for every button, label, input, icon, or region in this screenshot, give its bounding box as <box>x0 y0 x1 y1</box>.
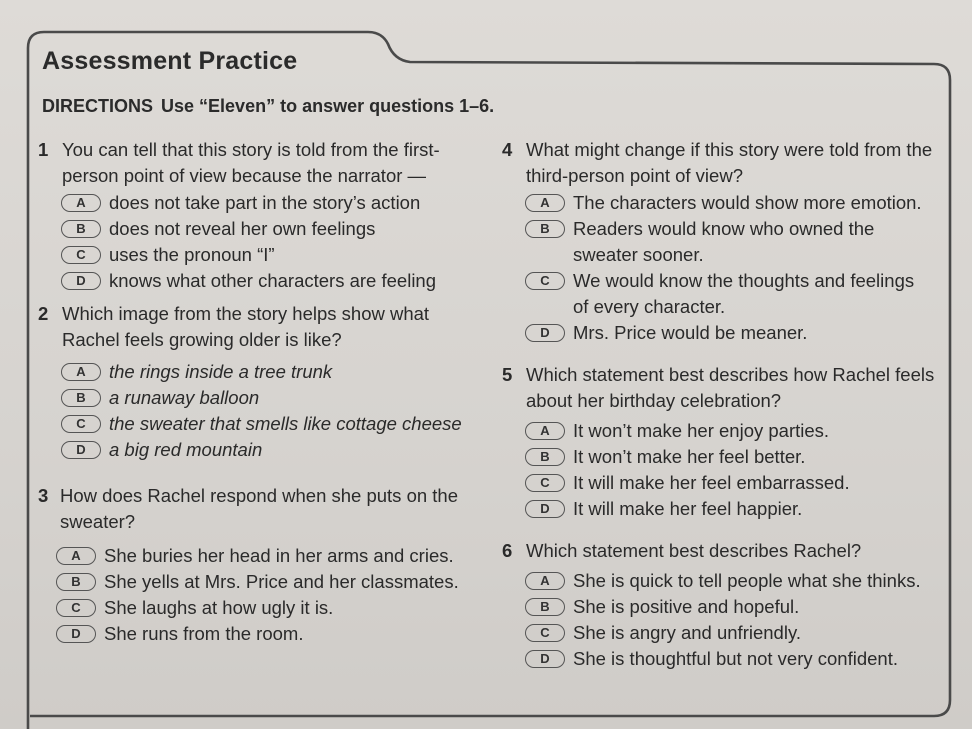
answer-text: the rings inside a tree trunk <box>109 361 333 382</box>
answer-bubble[interactable]: D <box>61 441 101 459</box>
answer-list <box>502 190 925 346</box>
answer-bubble[interactable]: C <box>61 246 101 264</box>
answer-text: She is positive and hopeful. <box>573 596 800 617</box>
answer-bubble[interactable]: A <box>61 363 101 381</box>
answer-text: It won’t make her enjoy parties. <box>573 420 830 441</box>
answer-text: She is angry and unfriendly. <box>573 622 801 643</box>
answer-bubble[interactable]: B <box>525 448 565 466</box>
right-column <box>502 137 942 679</box>
answer-option-b[interactable] <box>525 216 925 268</box>
answer-text: a big red mountain <box>109 439 263 460</box>
answer-option-a[interactable] <box>56 543 478 569</box>
question-number: 1 <box>38 139 49 160</box>
question-stem: What might change if this story were told from the third-person point of view? <box>526 139 933 186</box>
answer-text: She buries her head in her arms and cries. <box>104 545 454 566</box>
left-column <box>38 137 478 654</box>
question-number: 5 <box>502 364 513 385</box>
question-number: 4 <box>502 139 513 160</box>
question-stem: Which image from the story helps show what Rachel feels growing older is like? <box>62 303 430 350</box>
answer-bubble[interactable]: D <box>61 272 101 290</box>
question-number: 3 <box>38 485 49 506</box>
answer-text: uses the pronoun “I” <box>109 244 275 265</box>
answer-list <box>38 190 478 294</box>
answer-bubble[interactable]: C <box>525 624 565 642</box>
directions-text: Use “Eleven” to answer questions 1–6. <box>161 96 495 116</box>
answer-text: She runs from the room. <box>104 623 304 644</box>
answer-bubble[interactable]: D <box>525 500 565 518</box>
answer-text: the sweater that smells like cottage cheese <box>109 413 462 434</box>
answer-option-c[interactable] <box>525 620 942 646</box>
answer-option-a[interactable] <box>525 418 942 444</box>
page-title: Assessment Practice <box>42 47 298 75</box>
answer-bubble[interactable]: D <box>56 625 96 643</box>
answer-bubble[interactable]: C <box>525 272 565 290</box>
answer-text: We would know the thoughts and feelings of every character. <box>573 270 915 317</box>
answer-bubble[interactable]: C <box>61 415 101 433</box>
answer-option-c[interactable] <box>525 268 925 320</box>
answer-option-d[interactable] <box>525 496 942 522</box>
answer-text: Mrs. Price would be meaner. <box>573 322 808 343</box>
answer-option-a[interactable] <box>61 359 478 385</box>
answer-list <box>38 543 478 647</box>
answer-bubble[interactable]: C <box>56 599 96 617</box>
answer-option-c[interactable] <box>525 470 942 496</box>
answer-text: It won’t make her feel better. <box>573 446 806 467</box>
question-stem: You can tell that this story is told from the first-person point of view because the narrator — <box>62 139 440 186</box>
answer-bubble[interactable]: A <box>56 547 96 565</box>
answer-bubble[interactable]: A <box>525 194 565 212</box>
answer-bubble[interactable]: B <box>525 220 565 238</box>
answer-option-b[interactable] <box>525 444 942 470</box>
question-5 <box>502 362 942 522</box>
answer-option-d[interactable] <box>61 437 478 463</box>
question-number: 6 <box>502 540 513 561</box>
question-3 <box>38 483 478 647</box>
answer-option-a[interactable] <box>525 568 942 594</box>
question-1 <box>38 137 478 294</box>
answer-option-a[interactable] <box>61 190 478 216</box>
question-stem: How does Rachel respond when she puts on the sweater? <box>60 485 459 532</box>
answer-text: She yells at Mrs. Price and her classmates. <box>104 571 459 592</box>
answer-bubble[interactable]: A <box>61 194 101 212</box>
answer-option-d[interactable] <box>525 320 925 346</box>
answer-text: Readers would know who owned the sweater sooner. <box>573 218 875 265</box>
answer-bubble[interactable]: B <box>61 389 101 407</box>
answer-list <box>502 418 942 522</box>
question-stem: Which statement best describes Rachel? <box>526 540 862 561</box>
answer-list <box>502 568 942 672</box>
answer-text: She is quick to tell people what she thinks. <box>573 570 921 591</box>
question-4 <box>502 137 942 346</box>
answer-text: a runaway balloon <box>109 387 260 408</box>
answer-text: She is thoughtful but not very confident. <box>573 648 898 669</box>
answer-bubble[interactable]: B <box>525 598 565 616</box>
answer-option-b[interactable] <box>525 594 942 620</box>
answer-bubble[interactable]: C <box>525 474 565 492</box>
question-2 <box>38 301 478 463</box>
answer-text: does not reveal her own feelings <box>109 218 376 239</box>
answer-bubble[interactable]: A <box>525 572 565 590</box>
answer-option-d[interactable] <box>525 646 942 672</box>
answer-text: It will make her feel happier. <box>573 498 803 519</box>
question-stem: Which statement best describes how Rachel feels about her birthday celebration? <box>526 364 935 411</box>
answer-text: The characters would show more emotion. <box>573 192 922 213</box>
answer-option-d[interactable] <box>61 268 478 294</box>
directions <box>42 96 494 117</box>
answer-text: knows what other characters are feeling <box>109 270 437 291</box>
answer-bubble[interactable]: B <box>61 220 101 238</box>
answer-bubble[interactable]: D <box>525 324 565 342</box>
directions-label: DIRECTIONS <box>42 96 154 116</box>
answer-option-c[interactable] <box>61 411 478 437</box>
answer-text: She laughs at how ugly it is. <box>104 597 334 618</box>
answer-option-b[interactable] <box>61 385 478 411</box>
answer-text: It will make her feel embarrassed. <box>573 472 850 493</box>
answer-text: does not take part in the story’s action <box>109 192 421 213</box>
question-number: 2 <box>38 303 49 324</box>
answer-bubble[interactable]: D <box>525 650 565 668</box>
answer-bubble[interactable]: A <box>525 422 565 440</box>
answer-option-b[interactable] <box>61 216 478 242</box>
answer-list <box>38 359 478 463</box>
answer-option-c[interactable] <box>56 595 478 621</box>
answer-option-b[interactable] <box>56 569 478 595</box>
question-6 <box>502 538 942 672</box>
answer-bubble[interactable]: B <box>56 573 96 591</box>
answer-option-a[interactable] <box>525 190 925 216</box>
answer-option-d[interactable] <box>56 621 478 647</box>
answer-option-c[interactable] <box>61 242 478 268</box>
